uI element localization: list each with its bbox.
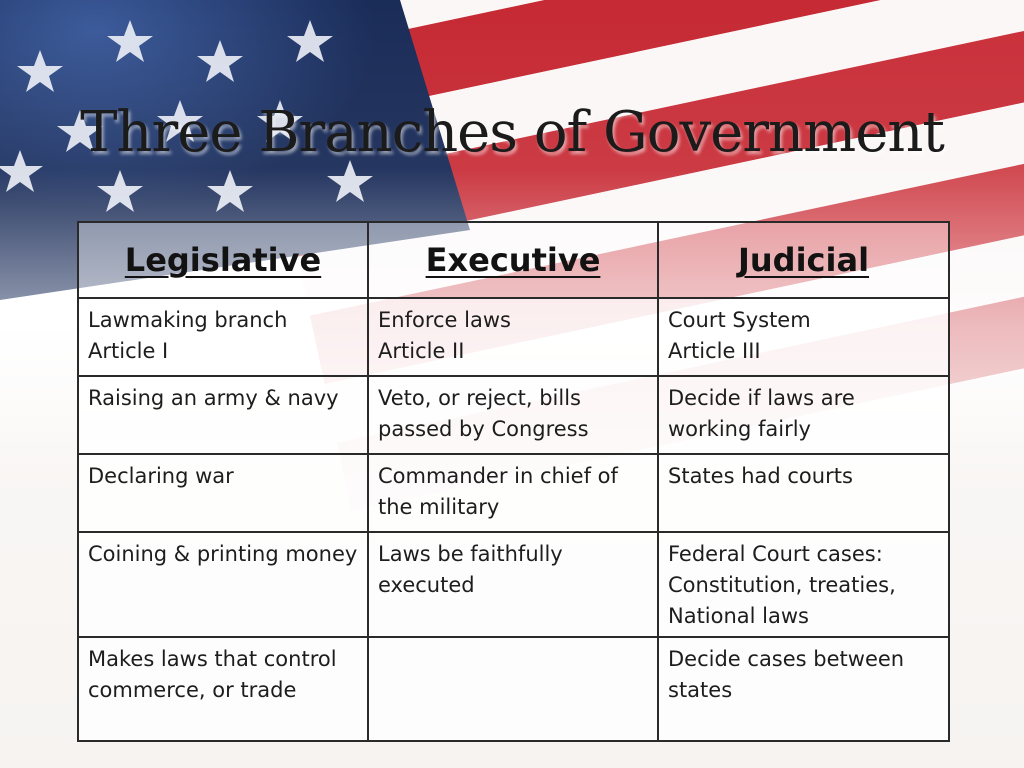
table-cell: Coining & printing money — [78, 532, 368, 637]
table-cell: Decide if laws are working fairly — [658, 376, 949, 454]
table-cell: Declaring war — [78, 454, 368, 532]
column-header-judicial: Judicial — [658, 222, 949, 298]
table-cell: Commander in chief of the military — [368, 454, 658, 532]
table-cell: Enforce laws Article II — [368, 298, 658, 376]
table-row — [78, 532, 949, 637]
table-cell: Makes laws that control commerce, or trade — [78, 637, 368, 741]
table-row — [78, 454, 949, 532]
table-cell: Lawmaking branch Article I — [78, 298, 368, 376]
table-cell: States had courts — [658, 454, 949, 532]
table-cell: Court System Article III — [658, 298, 949, 376]
branches-table — [77, 221, 950, 742]
table-cell: Decide cases between states — [658, 637, 949, 741]
table-cell: Veto, or reject, bills passed by Congress — [368, 376, 658, 454]
table-cell: Laws be faithfully executed — [368, 532, 658, 637]
table-row — [78, 298, 949, 376]
table-header-row — [78, 222, 949, 298]
table-cell: Federal Court cases: Constitution, treaties, National laws — [658, 532, 949, 637]
table-row — [78, 637, 949, 741]
column-header-executive: Executive — [368, 222, 658, 298]
table-row — [78, 376, 949, 454]
table-cell-empty — [368, 637, 658, 741]
page-title: Three Branches of Government — [80, 100, 944, 165]
column-header-legislative: Legislative — [78, 222, 368, 298]
table-cell: Raising an army & navy — [78, 376, 368, 454]
